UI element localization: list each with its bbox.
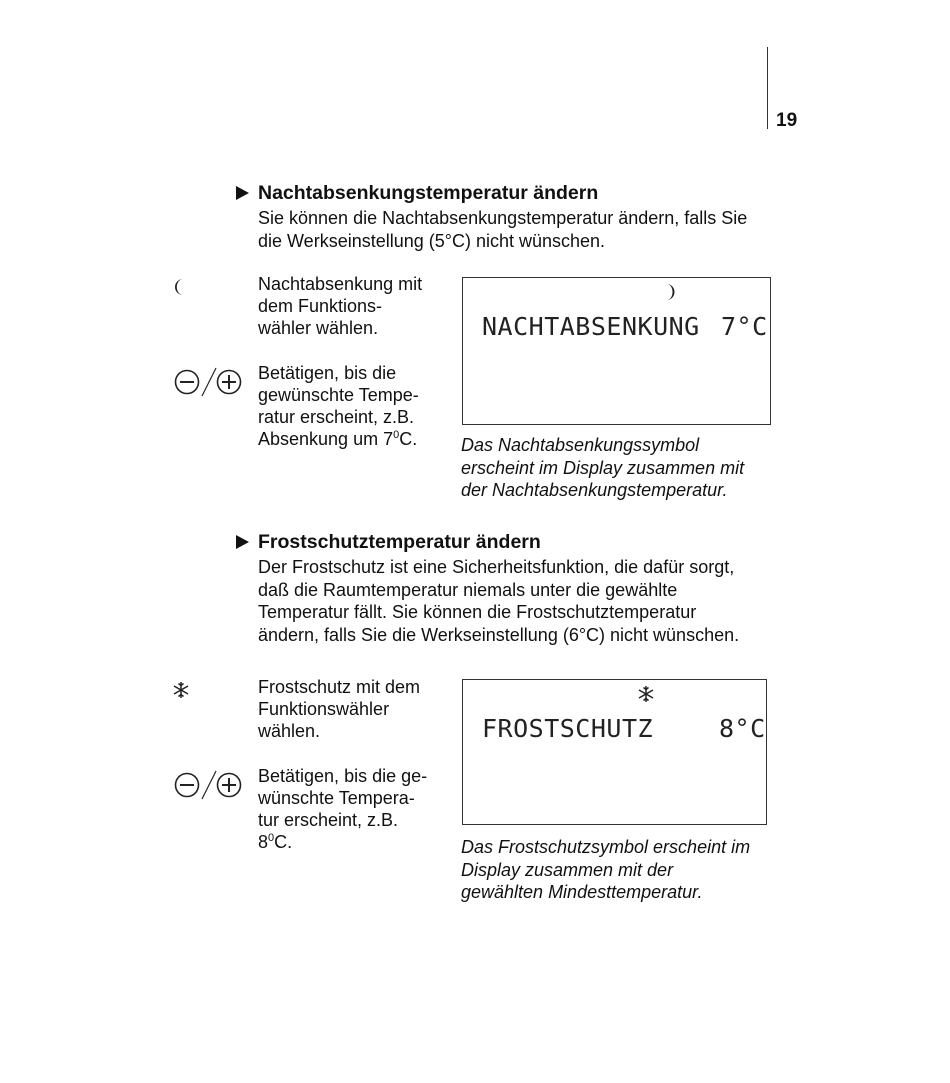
step-line: wünschte Tempera- [258, 788, 415, 808]
section-intro [258, 207, 747, 252]
degree-superscript: 0 [393, 429, 400, 441]
minus-plus-buttons-icon [172, 364, 244, 400]
section-heading-night-setback [236, 182, 598, 205]
section-heading-frost-protection [236, 531, 541, 554]
intro-line: Temperatur fällt. Sie können die Frostschutztemperatur [258, 602, 697, 622]
step-line: Funktionswähler [258, 699, 390, 719]
display-caption [461, 836, 750, 904]
step-line: dem Funktions- [258, 296, 383, 316]
step-text: Absenkung um 7 [258, 429, 394, 449]
intro-line: Der Frostschutz ist eine Sicherheitsfunktion, die dafür sorgt, [258, 557, 735, 577]
moon-icon [663, 283, 677, 301]
step-text: 8 [258, 832, 269, 852]
step-text: C. [399, 429, 418, 449]
caption-line: Display zusammen mit der [461, 859, 674, 880]
step-text: C. [274, 832, 293, 852]
step-select-frost-protection [258, 676, 420, 742]
heading-text: Frostschutztemperatur ändern [258, 531, 541, 553]
step-line: wähler wählen. [258, 318, 379, 338]
heading-text: Nachtabsenkungstemperatur ändern [258, 182, 599, 204]
step-line [258, 428, 419, 450]
step-line: Frostschutz mit dem [258, 677, 421, 697]
step-line [258, 831, 427, 853]
moon-icon [172, 277, 188, 297]
step-adjust-night-temp [258, 362, 419, 450]
step-line: Betätigen, bis die ge- [258, 766, 428, 786]
intro-line: Sie können die Nachtabsenkungstemperatur ändern, falls Sie [258, 208, 748, 228]
caption-line: gewählten Mindesttemperatur. [461, 882, 703, 902]
caption-line: Das Nachtabsenkungssymbol [461, 435, 700, 455]
page-margin-rule [767, 47, 768, 129]
degree-superscript: 0 [268, 832, 275, 844]
lcd-label: NACHTABSENKUNG [482, 312, 700, 341]
intro-line: die Werkseinstellung (5°C) nicht wünschen. [258, 230, 606, 251]
section-intro [258, 556, 739, 646]
triangle-bullet-icon [236, 535, 249, 549]
step-line: tur erscheint, z.B. [258, 810, 399, 830]
step-line: ratur erscheint, z.B. [258, 407, 415, 427]
caption-line: Das Frostschutzsymbol erscheint im [461, 837, 751, 857]
triangle-bullet-icon [236, 186, 249, 200]
step-adjust-frost-temp [258, 765, 427, 853]
step-line: Betätigen, bis die [258, 363, 397, 383]
lcd-label: FROSTSCHUTZ [482, 714, 654, 743]
page-number: 19 [776, 110, 798, 131]
step-line: gewünschte Tempe- [258, 385, 419, 405]
minus-plus-buttons-icon [172, 767, 244, 803]
caption-line: erscheint im Display zusammen mit [461, 457, 745, 478]
caption-line: der Nachtabsenkungstemperatur. [461, 480, 728, 500]
lcd-display-night-setback [462, 277, 771, 425]
snowflake-icon [172, 681, 190, 699]
intro-line: ändern, falls Sie die Werkseinstellung (6°C) nicht wünschen. [258, 624, 740, 645]
lcd-temperature: 7°C [721, 312, 768, 341]
step-line: Nachtabsenkung mit [258, 274, 423, 294]
step-select-night-setback [258, 273, 422, 339]
snowflake-icon [637, 685, 655, 703]
intro-line: daß die Raumtemperatur niemals unter die gewählte [258, 579, 678, 600]
lcd-temperature: 8°C [719, 714, 766, 743]
lcd-display-frost-protection [462, 679, 767, 825]
display-caption [461, 434, 744, 502]
step-line: wählen. [258, 721, 321, 741]
